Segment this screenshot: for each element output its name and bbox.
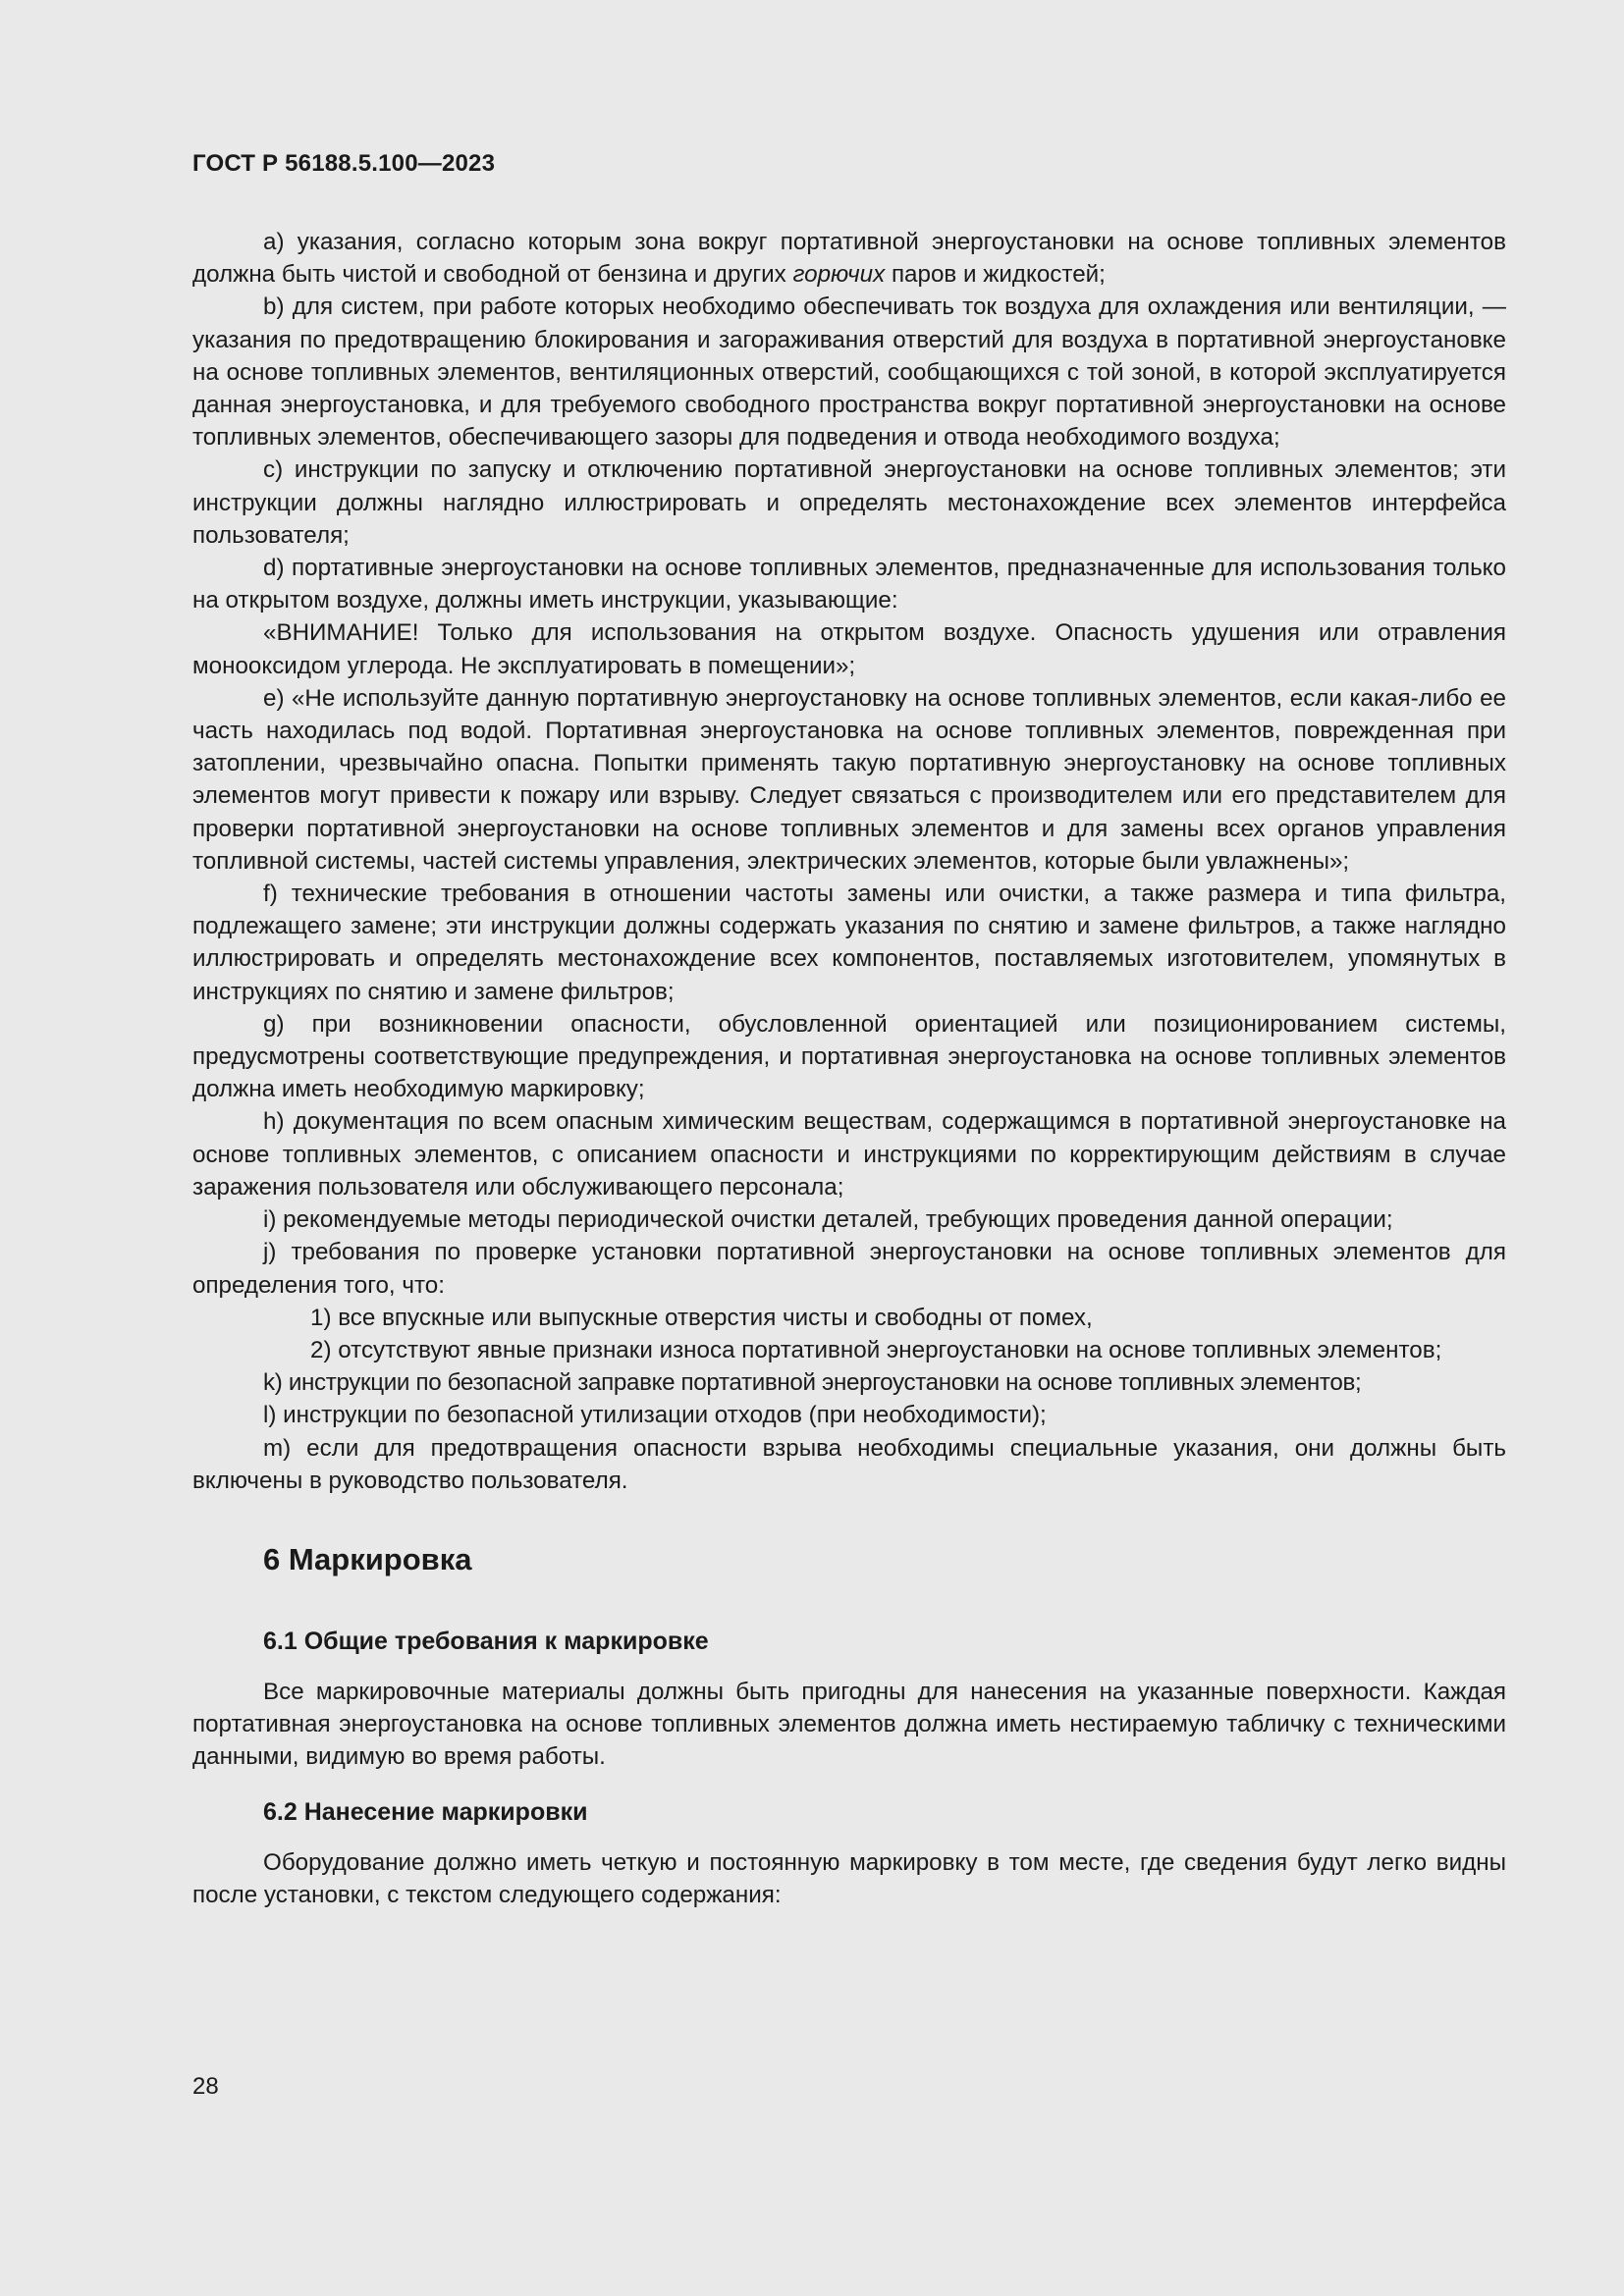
list-item-c: c) инструкции по запуску и отключению портативной энергоустановки на основе топливных элементов; эти инструкции должны наглядно иллюстрировать и определять местонахождение всех элементов интерфейса пользователя; — [192, 456, 1506, 549]
list-item-i: i) рекомендуемые методы периодической очистки деталей, требующих проведения данной операции; — [263, 1206, 1393, 1234]
list-item-a-text-end: паров и жидкостей; — [885, 261, 1106, 289]
subsection-text-6-2: Оборудование должно иметь четкую и постоянную маркировку в том месте, где сведения будут легко видны после установки, с текстом следующего содержания: — [192, 1848, 1506, 1908]
list-item-g: g) при возникновении опасности, обусловленной ориентацией или позиционированием системы, предусмотрены соответствующие предупреждения, и портативная энергоустановка на основе топливных элементов должна иметь необходимую маркировку; — [192, 1010, 1506, 1103]
document-header: ГОСТ Р 56188.5.100—2023 — [192, 150, 496, 177]
list-item-b: b) для систем, при работе которых необходимо обеспечивать ток воздуха для охлаждения или вентиляции, — указания по предотвращению блокирования и загораживания отверстий для воздуха в портативной энергоустановке на основе топливных элементов, вентиляционных отверстий, сообщающихся с той зоной, в которой эксплуатируется данная энергоустановка, и для требуемого свободного пространства вокруг портативной энергоустановки на основе топливных элементов, обеспечивающего зазоры для подведения и отвода необходимого воздуха; — [192, 294, 1506, 452]
list-item-a-text: a) указания, согласно которым зона вокруг портативной энергоустановки на основе топливных элементов должна быть чистой и свободной от бензина и других — [192, 229, 1506, 289]
document-body — [192, 226, 1506, 1911]
list-item-j: j) требования по проверке установки портативной энергоустановки на основе топливных элементов для определения того, что: — [192, 1239, 1506, 1299]
list-item-m: m) если для предотвращения опасности взрыва необходимы специальные указания, они должны быть включены в руководство пользователя. — [192, 1434, 1506, 1494]
list-item-e: e) «Не используйте данную портативную энергоустановку на основе топливных элементов, если какая-либо ее часть находилась под водой. Портативная энергоустановка на основе топливных элементов, поврежденная при затоплении, чрезвычайно опасна. Попытки применять такую портативную энергоустановку на основе топливных элементов могут привести к пожару или взрыву. Следует связаться с производителем или его представителем для проверки портативной энергоустановки на основе топливных элементов и для замены всех органов управления топливной системы, частей системы управления, электрических элементов, которые были увлажнены»; — [192, 684, 1506, 875]
list-item-f: f) технические требования в отношении частоты замены или очистки, а также размера и типа фильтра, подлежащего замене; эти инструкции должны содержать указания по снятию и замене фильтров, а также наглядно иллюстрировать и определять местонахождение всех компонентов, поставляемых изготовителем, упомянутых в инструкциях по снятию и замене фильтров; — [192, 881, 1506, 1005]
list-item-k: k) инструкции по безопасной заправке портативной энергоустановки на основе топливных элементов; — [263, 1369, 1362, 1397]
list-item-a-italic: горючих — [792, 261, 886, 289]
list-item-h: h) документация по всем опасным химическим веществам, содержащимся в портативной энергоустановке на основе топливных элементов, с описанием опасности и инструкциями по корректирующим действиям в случае заражения пользователя или обслуживающего персонала; — [192, 1108, 1506, 1201]
page-number: 28 — [192, 2073, 219, 2100]
subsection-text-6-1: Все маркировочные материалы должны быть пригодны для нанесения на указанные поверхности. Каждая портативная энергоустановка на основе топливных элементов должна иметь нестираемую табличку с техническими данными, видимую во время работы. — [192, 1678, 1506, 1771]
section-title: 6 Маркировка — [263, 1541, 472, 1576]
list-item-j-2: 2) отсутствуют явные признаки износа портативной энергоустановки на основе топливных элементов; — [310, 1336, 1442, 1363]
warning-quote: «ВНИМАНИЕ! Только для использования на открытом воздухе. Опасность удушения или отравления монооксидом углерода. Не эксплуатировать в помещении»; — [192, 619, 1506, 679]
subsection-title-6-2: 6.2 Нанесение маркировки — [263, 1797, 588, 1826]
list-item-j-1: 1) все впускные или выпускные отверстия чисты и свободны от помех, — [310, 1304, 1093, 1331]
list-item-l: l) инструкции по безопасной утилизации отходов (при необходимости); — [263, 1402, 1047, 1429]
list-item-a — [192, 226, 1506, 291]
subsection-title-6-1: 6.1 Общие требования к маркировке — [263, 1627, 709, 1655]
list-item-d: d) портативные энергоустановки на основе топливных элементов, предназначенные для использования только на открытом воздухе, должны иметь инструкции, указывающие: — [192, 555, 1506, 614]
